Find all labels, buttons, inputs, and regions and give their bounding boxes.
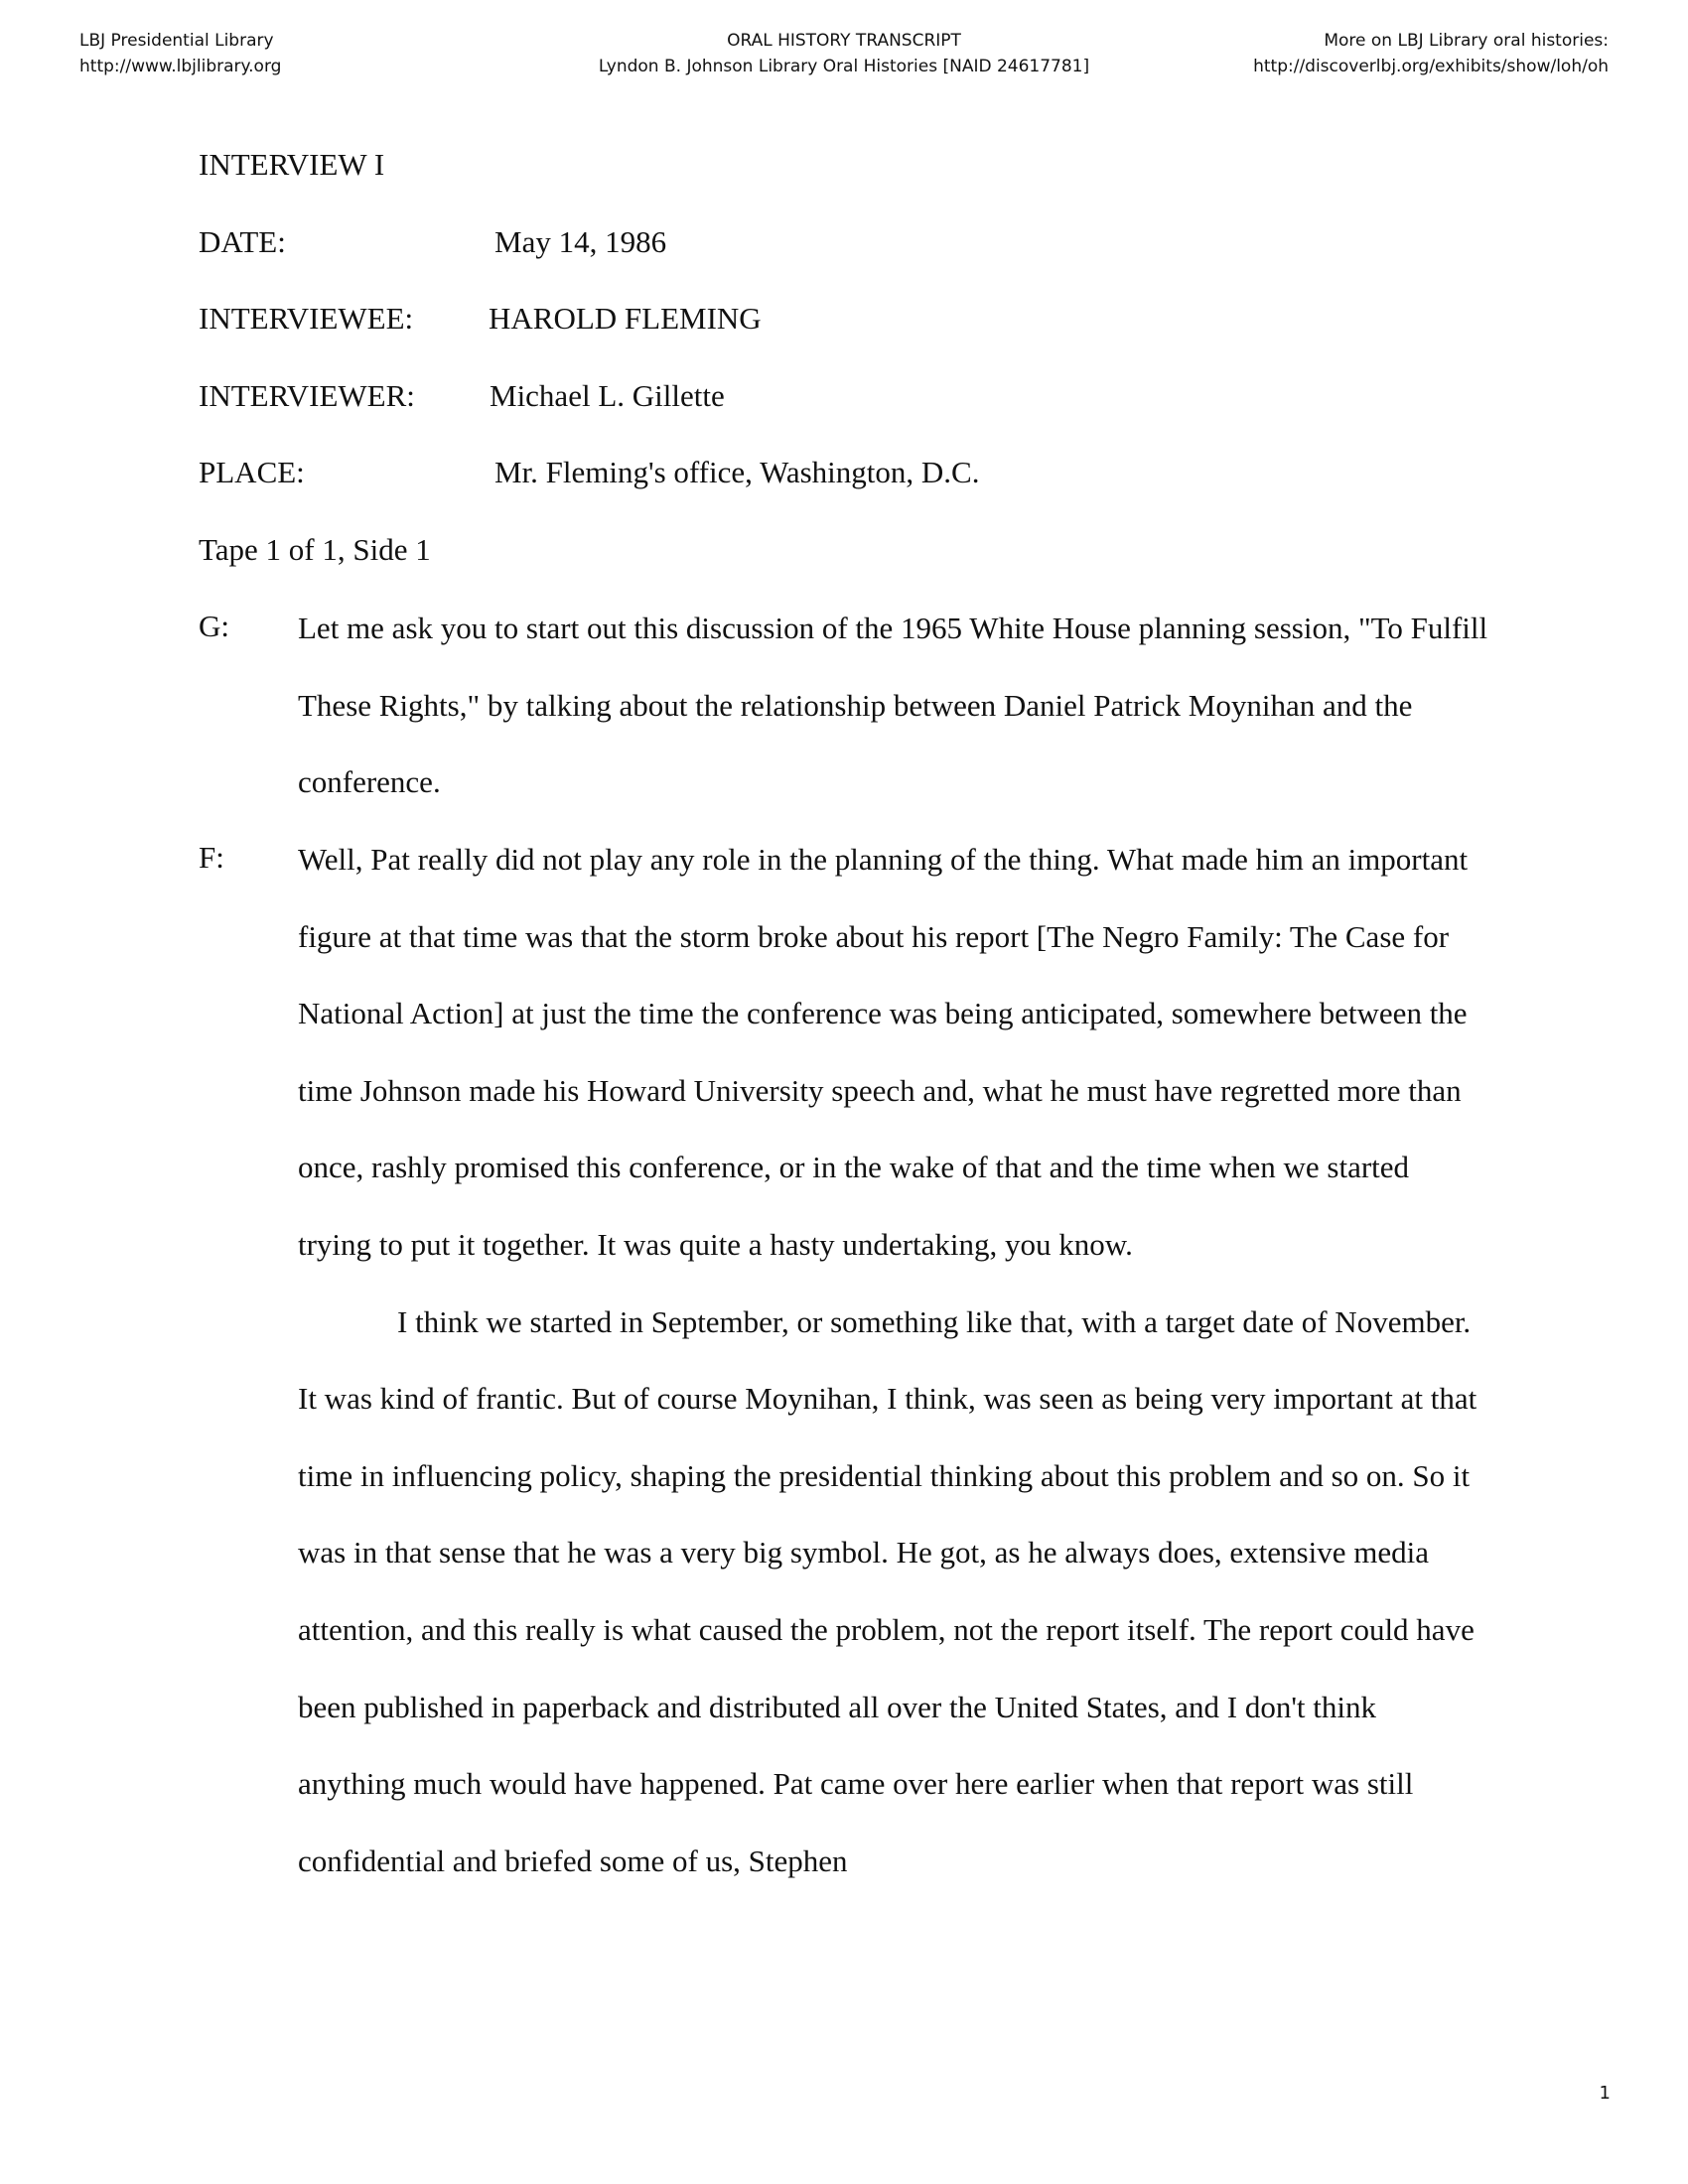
more-info-url: http://discoverlbj.org/exhibits/show/loh/oh <box>1253 57 1609 76</box>
collection-name: Lyndon B. Johnson Library Oral Histories [NAID 24617781] <box>598 57 1090 76</box>
document-type: ORAL HISTORY TRANSCRIPT <box>727 31 961 51</box>
interview-title: INTERVIEW I <box>199 147 385 182</box>
place-value: Mr. Fleming's office, Washington, D.C. <box>494 455 980 489</box>
speech-block <box>298 821 1489 1899</box>
header-right <box>1253 28 1609 79</box>
page-number: 1 <box>1599 2083 1611 2104</box>
library-url: http://www.lbjlibrary.org <box>79 57 282 76</box>
speech-block <box>298 590 1489 821</box>
interviewer-value: Michael L. Gillette <box>490 378 725 413</box>
speech-paragraph: I think we started in September, or something like that, with a target date of November. It was kind of frantic. But of course Moynihan, I think, was seen as being very important at that time in influencing policy, shaping the presidential thinking about this problem and so on. So it was in that sense that he was a very big symbol. He got, as he always does, extensive media attention, and this really is what caused the problem, not the report itself. The report could have been published in paperback and distributed all over the United States, and I don't think anything much would have happened. Pat came over here earlier when that report was still confidential and briefed some of us, Stephen <box>298 1303 1477 1878</box>
date-label: DATE: <box>199 224 286 259</box>
speaker-label: F: <box>199 840 224 875</box>
interviewee-value: HAROLD FLEMING <box>489 301 762 336</box>
place-label: PLACE: <box>199 455 305 489</box>
speaker-label: G: <box>199 609 229 643</box>
more-info-label: More on LBJ Library oral histories: <box>1324 31 1609 51</box>
interviewee-label: INTERVIEWEE: <box>199 301 414 336</box>
date-value: May 14, 1986 <box>494 224 667 259</box>
interviewer-label: INTERVIEWER: <box>199 378 415 413</box>
library-name: LBJ Presidential Library <box>79 31 274 51</box>
speech-paragraph: Let me ask you to start out this discussion of the 1965 White House planning session, "To Fulfill These Rights," by talking about the relationship between Daniel Patrick Moynihan and the conference. <box>298 611 1488 800</box>
tape-info: Tape 1 of 1, Side 1 <box>199 532 431 567</box>
speech-paragraph: Well, Pat really did not play any role in the planning of the thing. What made him an important figure at that time was that the storm broke about his report [The Negro Family: The Case for National Action] at just the time the conference was being anticipated, somewhere between the time Johnson made his Howard University speech and, what he must have regretted more than once, rashly promised this conference, or in the wake of that and the time when we started trying to put it together. It was quite a hasty undertaking, you know. <box>298 842 1469 1262</box>
